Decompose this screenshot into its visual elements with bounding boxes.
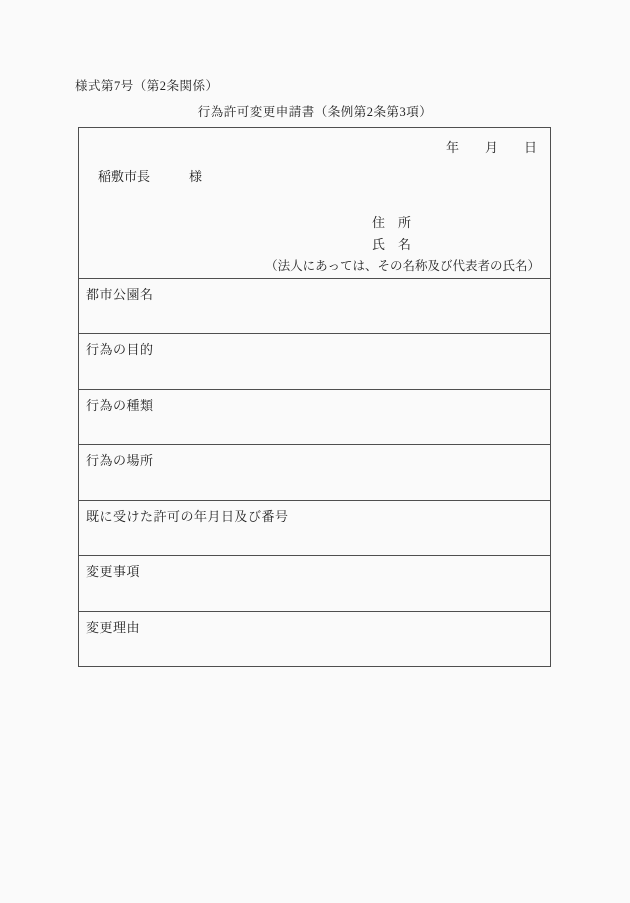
form-title: 行為許可変更申請書（条例第2条第3項）	[197, 105, 433, 119]
row-change-reason	[79, 611, 550, 666]
application-form-table	[78, 127, 551, 667]
row-change-items	[79, 555, 550, 610]
addressee-line: 稲敷市長 様	[98, 169, 203, 184]
row-park-name	[79, 278, 550, 333]
row-activity-purpose	[79, 333, 550, 388]
row-label: 行為の目的	[86, 342, 154, 358]
date-line: 年 月 日	[445, 140, 537, 155]
row-label: 変更事項	[86, 564, 141, 580]
form-code: 様式第7号（第2条関係）	[75, 79, 219, 93]
name-label: 氏 名	[372, 237, 412, 252]
row-label: 行為の場所	[86, 453, 154, 469]
row-existing-permit	[79, 500, 550, 555]
form-header-cell	[79, 128, 550, 278]
row-label: 変更理由	[86, 619, 141, 635]
row-label: 行為の種類	[86, 397, 154, 413]
corporate-note: （法人にあっては、その名称及び代表者の氏名）	[265, 259, 540, 273]
row-activity-place	[79, 444, 550, 499]
row-label: 既に受けた許可の年月日及び番号	[86, 508, 289, 524]
row-label: 都市公園名	[86, 287, 154, 302]
row-activity-type	[79, 389, 550, 444]
address-label: 住 所	[372, 215, 412, 230]
